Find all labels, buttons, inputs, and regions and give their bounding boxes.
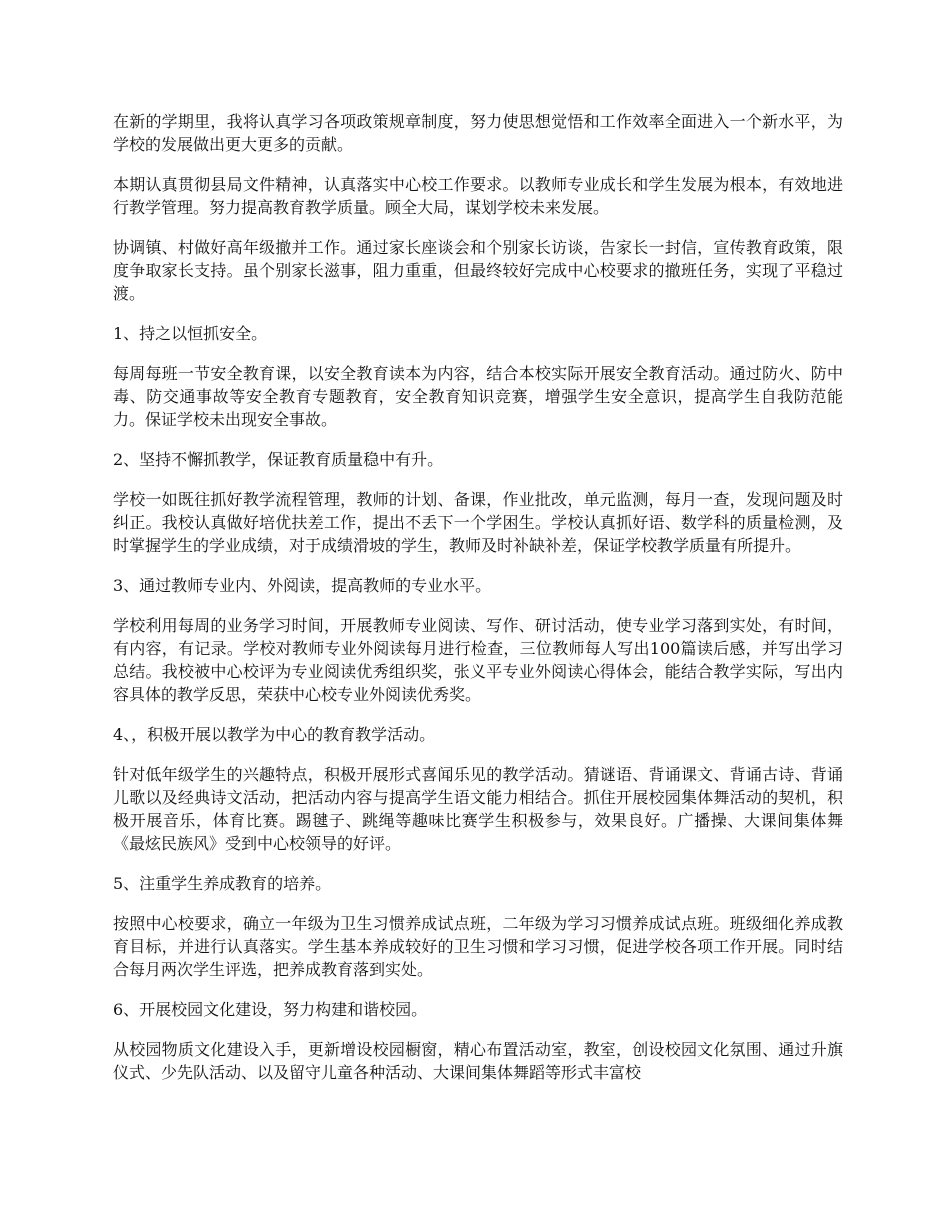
heading-activities: 4、，积极开展以教学为中心的教育教学活动。 — [113, 725, 436, 744]
paragraph-safety: 每周每班一节安全教育课，以安全教育读本为内容，结合本校实际开展安全教育活动。通过防火、防中毒、防交通事故等安全教育专题教育，安全教育知识竞赛，增强学生安全意识，提高学生自我防范能力。保证学校未出现安全事故。 — [113, 364, 843, 429]
paragraph-activities: 针对低年级学生的兴趣特点，积极开展形式喜闻乐见的教学活动。猜谜语、背诵课文、背诵古诗、背诵儿歌以及经典诗文活动，把活动内容与提高学生语文能力相结合。抓住开展校园集体舞活动的契机，积极开展音乐，体育比赛。踢毽子、跳绳等趣味比赛学生积极参与，效果良好。广播操、大课间集体舞《最炫民族风》受到中心校领导的好评。 — [113, 765, 843, 853]
paragraph-reading: 学校利用每周的业务学习时间，开展教师专业阅读、写作、研讨活动，使专业学习落到实处，有时间，有内容，有记录。学校对教师专业外阅读每月进行检查，三位教师每人写出100篇读后感，并写出学习总结。我校被中心校评为专业阅读优秀组织奖，张义平专业外阅读心得体会，能结合教学实际，写出内容具体的教学反思，荣获中心校专业外阅读优秀奖。 — [113, 616, 843, 704]
heading-teaching: 2、坚持不懈抓教学，保证教育质量稳中有升。 — [113, 450, 444, 469]
paragraph-teaching: 学校一如既往抓好教学流程管理，教师的计划、备课，作业批改，单元监测，每月一查，发现问题及时纠正。我校认真做好培优扶差工作，提出不丢下一个学困生。学校认真抓好语、数学科的质量检测，及时掌握学生的学业成绩，对于成绩滑坡的学生，教师及时补缺补差，保证学校教学质量有所提升。 — [113, 490, 843, 555]
paragraph-intro: 在新的学期里，我将认真学习各项政策规章制度，努力使思想觉悟和工作效率全面进入一个新水平，为学校的发展做出更大更多的贡献。 — [113, 112, 843, 154]
document-page — [113, 110, 843, 1101]
heading-campus-culture: 6、开展校园文化建设，努力构建和谐校园。 — [113, 1000, 428, 1019]
heading-safety: 1、持之以恒抓安全。 — [113, 324, 268, 343]
heading-reading: 3、通过教师专业内、外阅读，提高教师的专业水平。 — [113, 576, 492, 595]
paragraph-habits: 按照中心校要求，确立一年级为卫生习惯养成试点班，二年级为学习习惯养成试点班。班级细化养成教育目标，并进行认真落实。学生基本养成较好的卫生习惯和学习习惯，促进学校各项工作开展。同时结合每月两次学生评选，把养成教育落到实处。 — [113, 914, 843, 979]
paragraph-work-requirements: 本期认真贯彻县局文件精神，认真落实中心校工作要求。以教师专业成长和学生发展为根本，有效地进行教学管理。努力提高教育教学质量。顾全大局，谋划学校未来发展。 — [113, 175, 843, 217]
paragraph-class-merge: 协调镇、村做好高年级撤并工作。通过家长座谈会和个别家长访谈，告家长一封信，宣传教育政策，限度争取家长支持。虽个别家长滋事，阻力重重，但最终较好完成中心校要求的撤班任务，实现了平稳过渡。 — [113, 238, 843, 303]
heading-habits: 5、注重学生养成教育的培养。 — [113, 874, 332, 893]
paragraph-campus-culture: 从校园物质文化建设入手，更新增设校园橱窗，精心布置活动室，教室，创设校园文化氛围、通过升旗仪式、少先队活动、以及留守儿童各种活动、大课间集体舞蹈等形式丰富校 — [113, 1040, 843, 1082]
